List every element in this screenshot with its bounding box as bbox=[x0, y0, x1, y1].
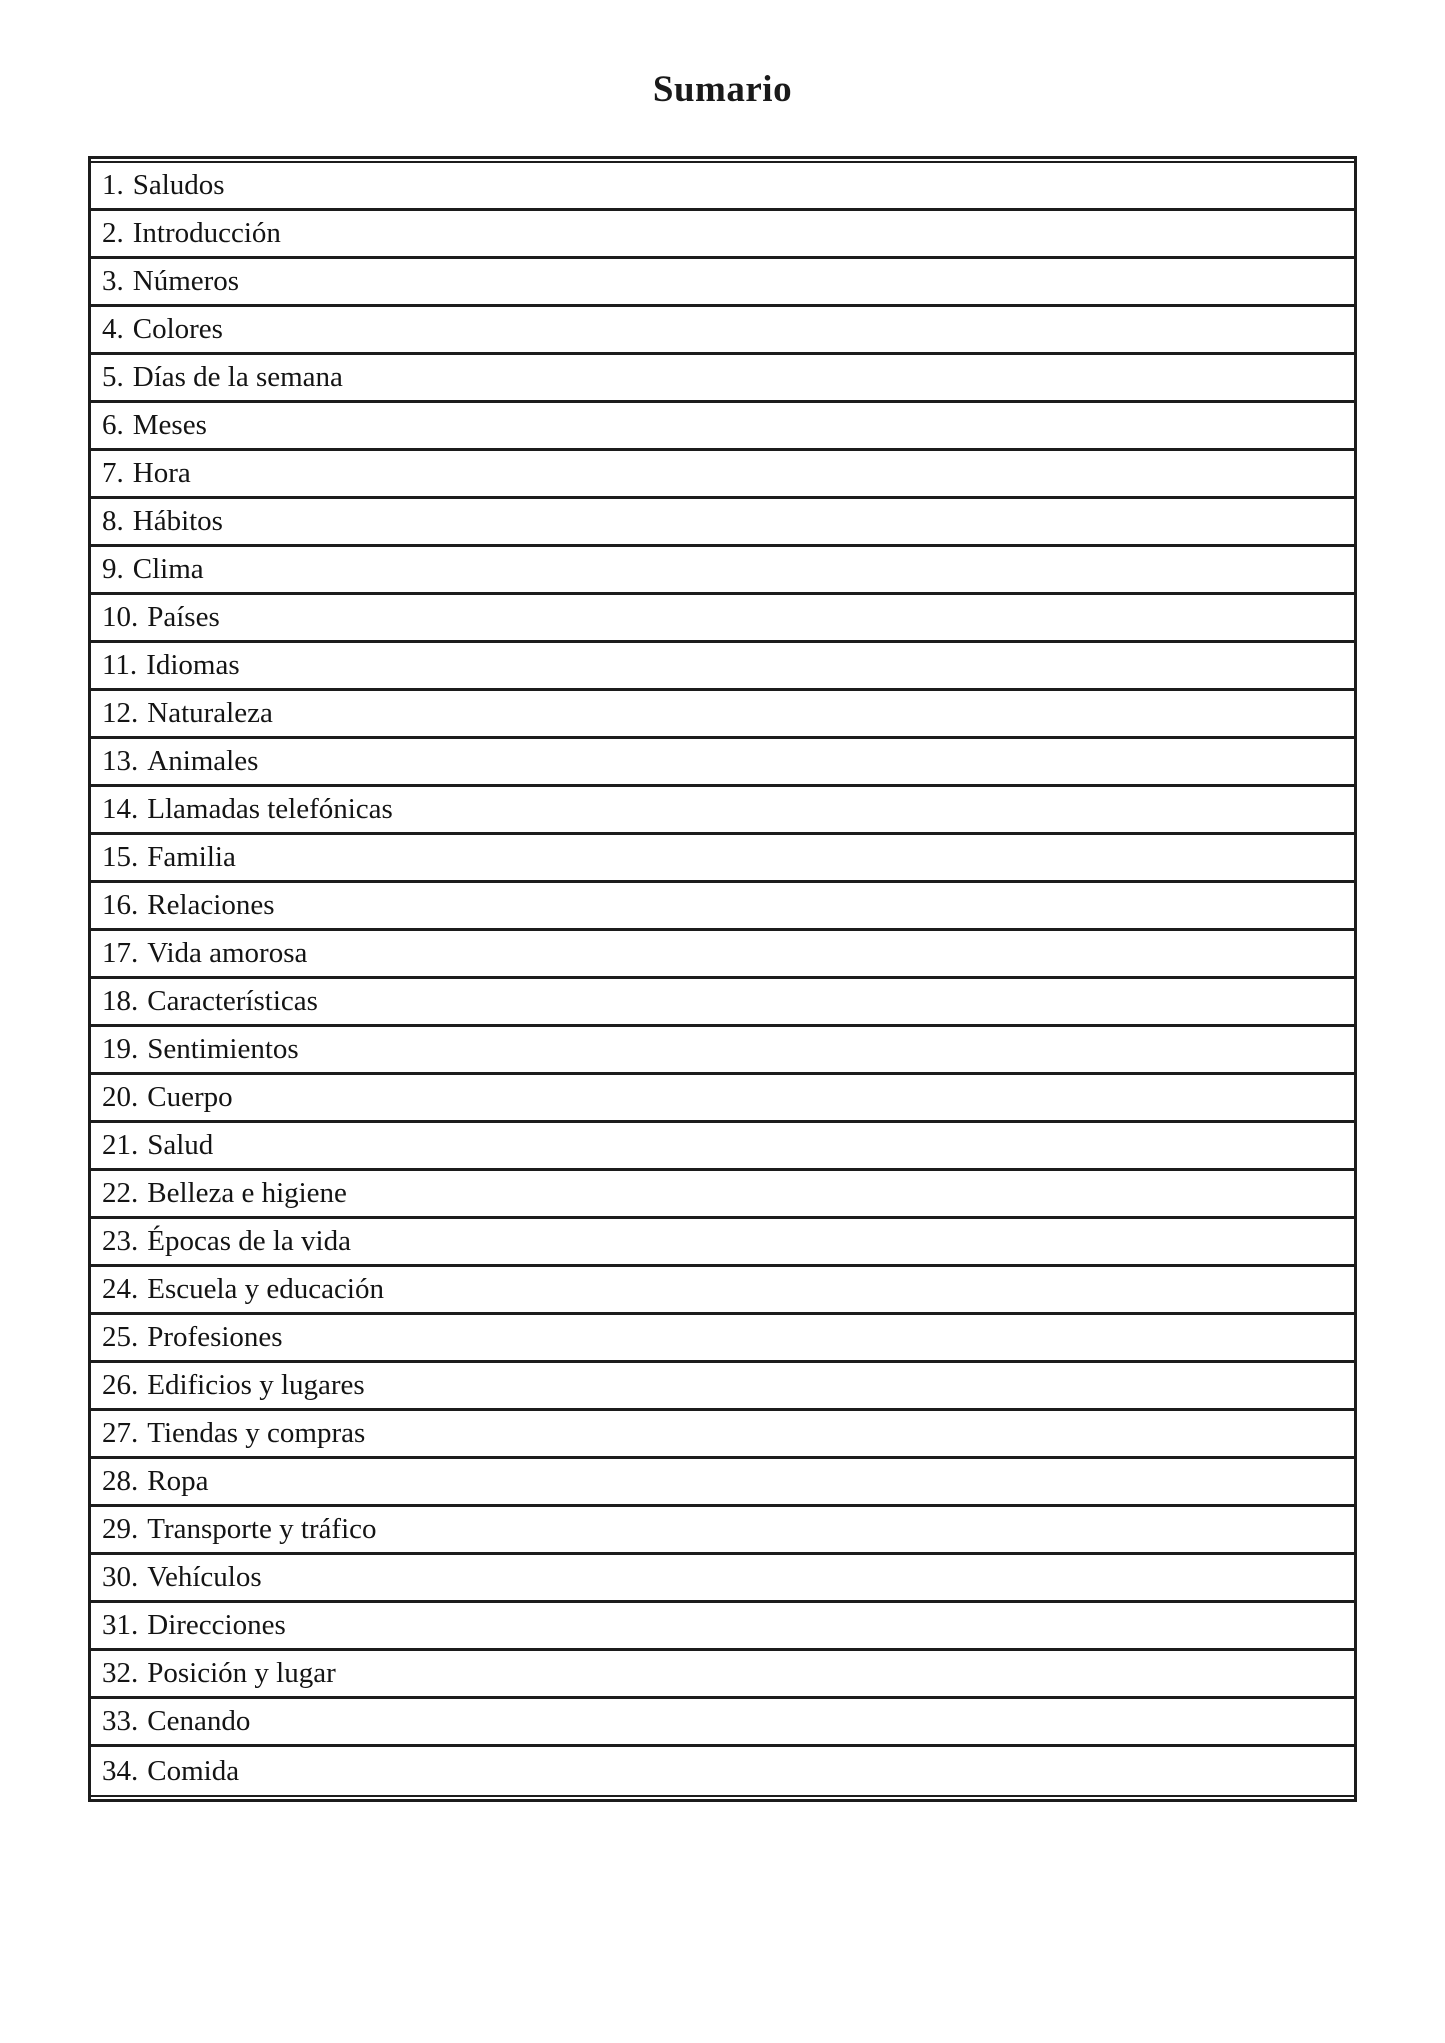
toc-row bbox=[91, 1699, 1354, 1747]
toc-row bbox=[91, 1123, 1354, 1171]
toc-table bbox=[88, 156, 1357, 1802]
row-number: 12. bbox=[102, 697, 139, 729]
row-title: Épocas de la vida bbox=[147, 1225, 351, 1257]
toc-row bbox=[91, 1267, 1354, 1315]
row-number: 16. bbox=[102, 889, 139, 921]
row-number: 18. bbox=[102, 985, 139, 1017]
row-number: 2. bbox=[102, 217, 124, 249]
toc-row bbox=[91, 691, 1354, 739]
row-number: 17. bbox=[102, 937, 139, 969]
toc-row bbox=[91, 1507, 1354, 1555]
toc-rows bbox=[91, 161, 1354, 1797]
page-title: Sumario bbox=[652, 69, 793, 110]
row-title: Naturaleza bbox=[147, 697, 273, 729]
toc-row bbox=[91, 451, 1354, 499]
row-number: 8. bbox=[102, 505, 124, 537]
row-title: Salud bbox=[147, 1129, 214, 1161]
row-number: 32. bbox=[102, 1657, 139, 1689]
toc-row bbox=[91, 595, 1354, 643]
toc-row bbox=[91, 643, 1354, 691]
toc-row bbox=[91, 1363, 1354, 1411]
row-title: Edificios y lugares bbox=[147, 1369, 365, 1401]
toc-row bbox=[91, 835, 1354, 883]
toc-row bbox=[91, 1651, 1354, 1699]
toc-row bbox=[91, 979, 1354, 1027]
row-title: Transporte y tráfico bbox=[147, 1513, 377, 1545]
row-title: Direcciones bbox=[147, 1609, 286, 1641]
row-number: 30. bbox=[102, 1561, 139, 1593]
row-number: 31. bbox=[102, 1609, 139, 1641]
row-title: Cuerpo bbox=[147, 1081, 233, 1113]
row-title: Idiomas bbox=[146, 649, 240, 681]
toc-row bbox=[91, 787, 1354, 835]
toc-row bbox=[91, 1459, 1354, 1507]
toc-row bbox=[91, 259, 1354, 307]
row-title: Tiendas y compras bbox=[147, 1417, 366, 1449]
row-number: 23. bbox=[102, 1225, 139, 1257]
row-title: Saludos bbox=[132, 169, 225, 201]
row-number: 20. bbox=[102, 1081, 139, 1113]
row-title: Cenando bbox=[147, 1705, 251, 1737]
toc-row bbox=[91, 211, 1354, 259]
row-number: 21. bbox=[102, 1129, 139, 1161]
row-title: Características bbox=[147, 985, 318, 1017]
toc-row bbox=[91, 1219, 1354, 1267]
row-number: 7. bbox=[102, 457, 124, 489]
row-number: 15. bbox=[102, 841, 139, 873]
toc-row bbox=[91, 1603, 1354, 1651]
row-title: Comida bbox=[147, 1754, 240, 1787]
row-title: Números bbox=[132, 265, 240, 297]
toc-row bbox=[91, 307, 1354, 355]
row-number: 28. bbox=[102, 1465, 139, 1497]
toc-row bbox=[91, 883, 1354, 931]
row-number: 9. bbox=[102, 553, 124, 585]
row-title: Posición y lugar bbox=[147, 1657, 336, 1689]
row-number: 24. bbox=[102, 1273, 139, 1305]
row-title: Sentimientos bbox=[147, 1033, 299, 1065]
toc-row bbox=[91, 931, 1354, 979]
row-title: Clima bbox=[132, 553, 204, 585]
row-title: Ropa bbox=[147, 1465, 209, 1497]
row-number: 25. bbox=[102, 1321, 139, 1353]
row-title: Meses bbox=[132, 409, 207, 441]
toc-row bbox=[91, 1747, 1354, 1795]
toc-row bbox=[91, 163, 1354, 211]
toc-row bbox=[91, 1315, 1354, 1363]
row-number: 19. bbox=[102, 1033, 139, 1065]
row-number: 26. bbox=[102, 1369, 139, 1401]
row-number: 14. bbox=[102, 793, 139, 825]
row-number: 5. bbox=[102, 361, 124, 393]
row-number: 27. bbox=[102, 1417, 139, 1449]
row-title: Países bbox=[147, 601, 220, 633]
row-title: Animales bbox=[147, 745, 259, 777]
row-number: 11. bbox=[102, 649, 138, 681]
toc-row bbox=[91, 739, 1354, 787]
row-title: Hora bbox=[132, 457, 191, 489]
toc-row bbox=[91, 1555, 1354, 1603]
row-title: Colores bbox=[132, 313, 223, 345]
row-title: Introducción bbox=[132, 217, 281, 249]
row-number: 1. bbox=[102, 169, 124, 201]
row-number: 10. bbox=[102, 601, 139, 633]
toc-row bbox=[91, 1411, 1354, 1459]
toc-row bbox=[91, 1075, 1354, 1123]
toc-row bbox=[91, 1171, 1354, 1219]
row-title: Días de la semana bbox=[132, 361, 343, 393]
row-number: 22. bbox=[102, 1177, 139, 1209]
row-title: Vida amorosa bbox=[147, 937, 308, 969]
toc-row bbox=[91, 499, 1354, 547]
row-title: Escuela y educación bbox=[147, 1273, 384, 1305]
row-number: 13. bbox=[102, 745, 139, 777]
row-title: Llamadas telefónicas bbox=[147, 793, 393, 825]
toc-row bbox=[91, 1027, 1354, 1075]
row-number: 34. bbox=[102, 1754, 139, 1787]
row-number: 6. bbox=[102, 409, 124, 441]
row-title: Vehículos bbox=[147, 1561, 262, 1593]
row-title: Profesiones bbox=[147, 1321, 283, 1353]
row-number: 33. bbox=[102, 1705, 139, 1737]
row-title: Familia bbox=[147, 841, 236, 873]
row-title: Hábitos bbox=[132, 505, 223, 537]
row-title: Belleza e higiene bbox=[147, 1177, 347, 1209]
toc-row bbox=[91, 547, 1354, 595]
row-title: Relaciones bbox=[147, 889, 275, 921]
toc-row bbox=[91, 403, 1354, 451]
row-number: 4. bbox=[102, 313, 124, 345]
row-number: 29. bbox=[102, 1513, 139, 1545]
row-number: 3. bbox=[102, 265, 124, 297]
toc-row bbox=[91, 355, 1354, 403]
